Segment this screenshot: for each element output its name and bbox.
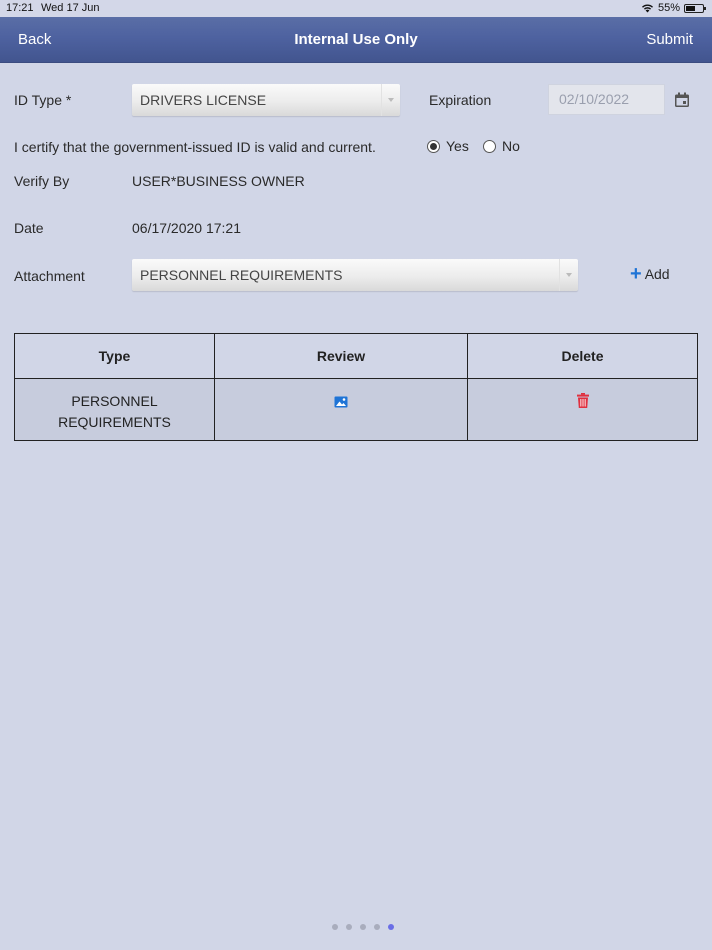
expiration-value: 02/10/2022 bbox=[559, 91, 630, 107]
verify-by-label: Verify By bbox=[14, 173, 70, 189]
image-icon bbox=[334, 396, 348, 408]
add-label: Add bbox=[644, 266, 670, 282]
status-indicators bbox=[641, 2, 704, 14]
date-value: 06/17/2020 17:21 bbox=[132, 220, 241, 236]
page-dot[interactable] bbox=[388, 924, 394, 930]
add-attachment-button[interactable] bbox=[630, 263, 670, 285]
table-header-row bbox=[15, 334, 698, 379]
calendar-icon[interactable] bbox=[674, 92, 690, 108]
attachment-select[interactable] bbox=[132, 259, 578, 291]
back-button[interactable]: Back bbox=[18, 31, 52, 48]
header-review: Review bbox=[215, 334, 468, 379]
id-type-select[interactable] bbox=[132, 84, 400, 116]
review-button[interactable] bbox=[334, 393, 348, 414]
expiration-field[interactable] bbox=[548, 84, 665, 115]
certify-no-radio[interactable] bbox=[483, 138, 520, 154]
battery-level bbox=[686, 6, 695, 11]
chevron-down-icon bbox=[381, 84, 400, 116]
battery-icon bbox=[684, 4, 704, 13]
certify-text: I certify that the government-issued ID is valid and current. bbox=[14, 139, 376, 155]
plus-icon: + bbox=[630, 263, 642, 285]
attachments-table bbox=[14, 333, 698, 441]
radio-selected-icon bbox=[427, 140, 440, 153]
trash-icon bbox=[577, 393, 589, 408]
submit-button[interactable]: Submit bbox=[646, 31, 693, 48]
type-line-1: PERSONNEL bbox=[71, 393, 158, 409]
status-time: 17:21 bbox=[6, 2, 34, 14]
yes-label: Yes bbox=[446, 138, 469, 154]
chevron-down-icon bbox=[559, 259, 578, 291]
delete-button[interactable] bbox=[577, 393, 589, 414]
certify-yes-radio[interactable] bbox=[427, 138, 469, 154]
status-bar bbox=[0, 0, 712, 17]
attachment-value: PERSONNEL REQUIREMENTS bbox=[140, 267, 343, 283]
header-type: Type bbox=[15, 334, 215, 379]
page-indicator bbox=[0, 924, 712, 930]
page-dot[interactable] bbox=[332, 924, 338, 930]
verify-by-value: USER*BUSINESS OWNER bbox=[132, 173, 305, 189]
date-label: Date bbox=[14, 220, 44, 236]
table-row bbox=[15, 379, 698, 441]
no-label: No bbox=[502, 138, 520, 154]
id-type-label: ID Type * bbox=[14, 92, 72, 108]
page-dot[interactable] bbox=[360, 924, 366, 930]
attachment-label: Attachment bbox=[14, 268, 85, 284]
nav-bar bbox=[0, 17, 712, 63]
page-dot[interactable] bbox=[346, 924, 352, 930]
status-date: Wed 17 Jun bbox=[41, 2, 100, 14]
cell-delete bbox=[468, 379, 698, 441]
battery-percent: 55% bbox=[657, 2, 680, 14]
expiration-label: Expiration bbox=[429, 92, 492, 108]
header-delete: Delete bbox=[468, 334, 698, 379]
cell-type bbox=[15, 379, 215, 441]
type-line-2: REQUIREMENTS bbox=[58, 414, 171, 430]
radio-unselected-icon bbox=[483, 140, 496, 153]
cell-review bbox=[215, 379, 468, 441]
page-dot[interactable] bbox=[374, 924, 380, 930]
page-title: Internal Use Only bbox=[294, 31, 418, 48]
wifi-icon bbox=[641, 3, 654, 13]
id-type-value: DRIVERS LICENSE bbox=[140, 92, 267, 108]
